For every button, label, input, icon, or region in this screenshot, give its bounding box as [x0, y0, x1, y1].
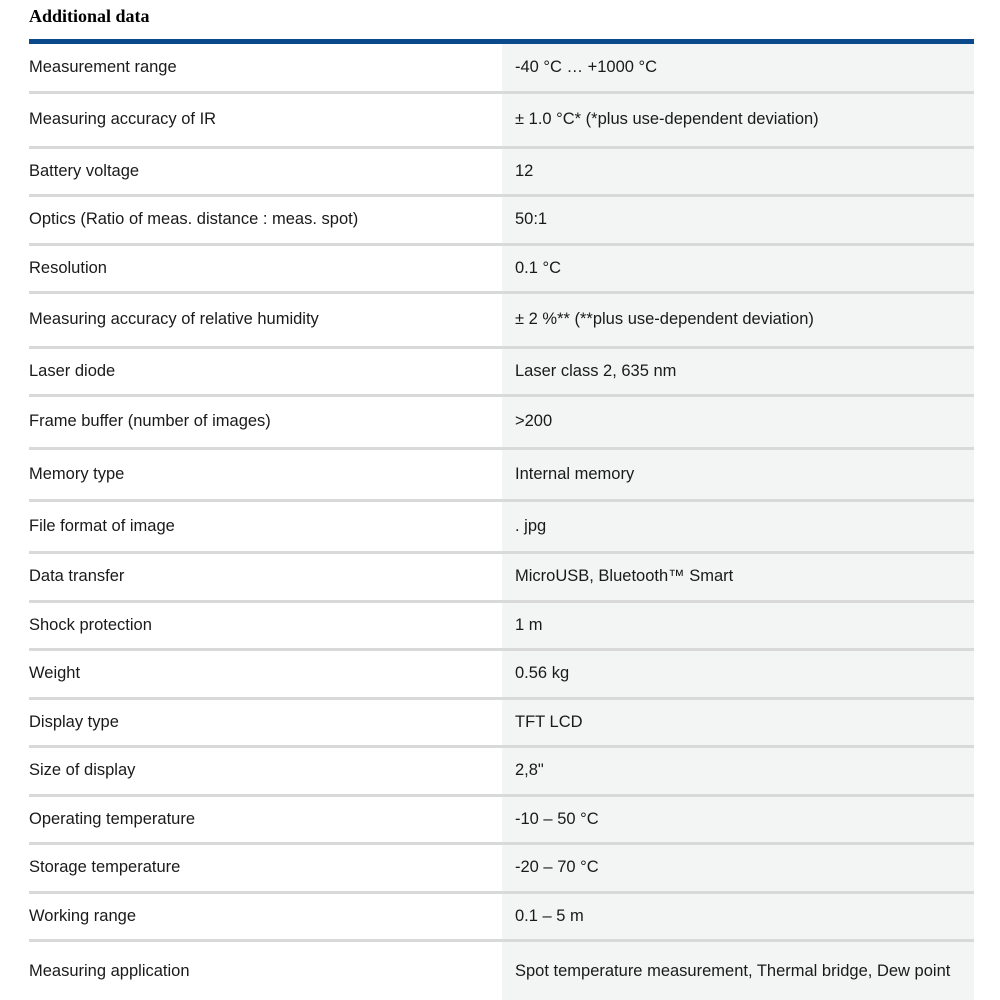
spec-row: [29, 500, 974, 552]
spec-label: Measuring accuracy of IR: [29, 92, 502, 147]
spec-row: [29, 843, 974, 892]
spec-value: 12: [502, 147, 974, 195]
spec-value: ± 1.0 °C* (*plus use-dependent deviation): [502, 92, 974, 147]
spec-value: 0.1 °C: [502, 244, 974, 292]
spec-value: MicroUSB, Bluetooth™ Smart: [502, 552, 974, 601]
spec-value: Laser class 2, 635 nm: [502, 347, 974, 395]
spec-label: Storage temperature: [29, 843, 502, 892]
spec-label: Weight: [29, 649, 502, 698]
spec-label: Measuring application: [29, 940, 502, 1000]
spec-label: Optics (Ratio of meas. distance : meas. spot): [29, 195, 502, 244]
spec-row: [29, 195, 974, 244]
spec-label: Measuring accuracy of relative humidity: [29, 292, 502, 347]
spec-label: Size of display: [29, 746, 502, 795]
spec-value: Internal memory: [502, 448, 974, 500]
spec-label: Memory type: [29, 448, 502, 500]
spec-row: [29, 892, 974, 940]
spec-row: [29, 649, 974, 698]
specs-table: [29, 44, 974, 1000]
spec-value: 0.1 – 5 m: [502, 892, 974, 940]
section-title: Additional data: [29, 6, 150, 26]
spec-row: [29, 448, 974, 500]
spec-label: Display type: [29, 698, 502, 746]
spec-row: [29, 244, 974, 292]
spec-row: [29, 395, 974, 448]
spec-label: Data transfer: [29, 552, 502, 601]
spec-row: [29, 347, 974, 395]
spec-label: Frame buffer (number of images): [29, 395, 502, 448]
spec-label: Resolution: [29, 244, 502, 292]
spec-label: Laser diode: [29, 347, 502, 395]
spec-value: 50:1: [502, 195, 974, 244]
spec-row: [29, 147, 974, 195]
spec-value: -20 – 70 °C: [502, 843, 974, 892]
spec-label: File format of image: [29, 500, 502, 552]
spec-value: -40 °C … +1000 °C: [502, 44, 974, 92]
spec-row: [29, 601, 974, 649]
spec-value: ± 2 %** (**plus use-dependent deviation): [502, 292, 974, 347]
spec-row: [29, 940, 974, 1000]
spec-label: Shock protection: [29, 601, 502, 649]
spec-row: [29, 552, 974, 601]
spec-row: [29, 44, 974, 92]
spec-label: Operating temperature: [29, 795, 502, 843]
spec-value: >200: [502, 395, 974, 448]
spec-label: Measurement range: [29, 44, 502, 92]
spec-label: Working range: [29, 892, 502, 940]
spec-row: [29, 698, 974, 746]
spec-value: -10 – 50 °C: [502, 795, 974, 843]
spec-row: [29, 292, 974, 347]
spec-value: 1 m: [502, 601, 974, 649]
spec-value: Spot temperature measurement, Thermal bridge, Dew point: [502, 940, 974, 1000]
spec-row: [29, 92, 974, 147]
spec-label: Battery voltage: [29, 147, 502, 195]
spec-value: TFT LCD: [502, 698, 974, 746]
spec-row: [29, 746, 974, 795]
spec-value: 0.56 kg: [502, 649, 974, 698]
spec-value: 2,8": [502, 746, 974, 795]
spec-row: [29, 795, 974, 843]
spec-value: . jpg: [502, 500, 974, 552]
